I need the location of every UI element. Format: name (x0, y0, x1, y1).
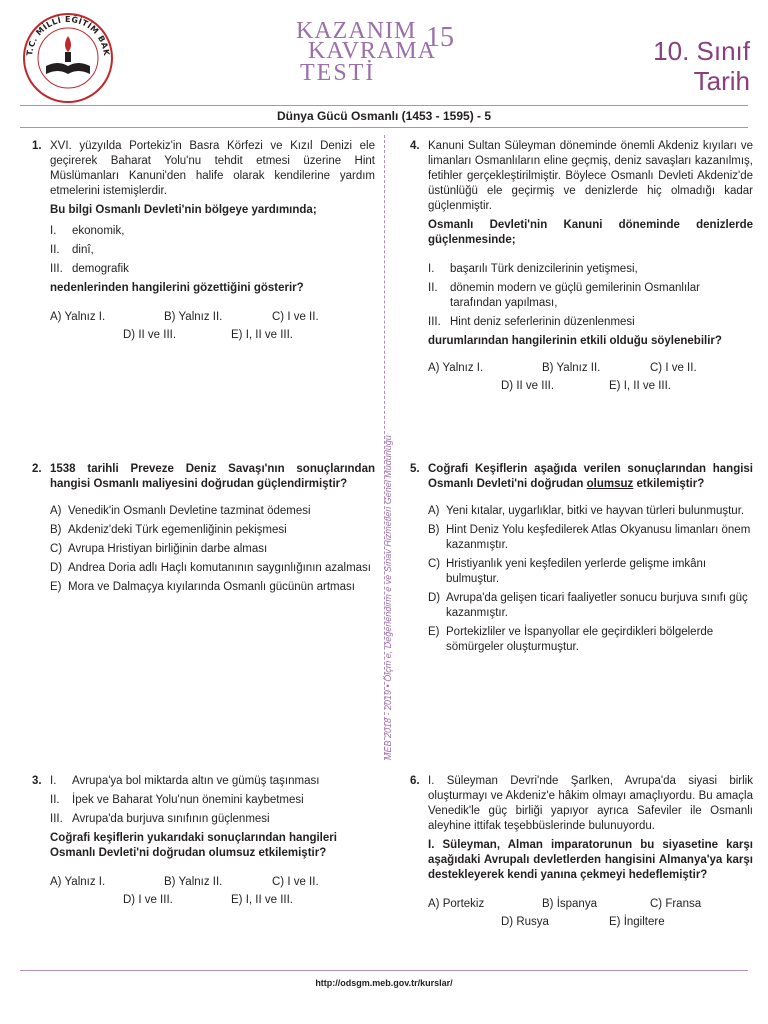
question-ask: durumlarından hangilerinin etkili olduğu söylenebilir? (428, 335, 722, 347)
option-b[interactable]: B) Yalnız II. (542, 362, 601, 374)
title-rule (20, 127, 748, 128)
option-c[interactable]: C) I ve II. (650, 362, 697, 374)
roman-item: II. dinî, (50, 244, 94, 256)
option-b[interactable]: B) Akdeniz'deki Türk egemenliğinin pekişmesi (50, 524, 287, 536)
svg-text:T.C. MİLLİ EĞİTİM BAKANLIĞI: T.C. MİLLİ EĞİTİM BAK (25, 14, 112, 57)
series-line-1: KAZANIM (296, 18, 417, 44)
question-4 (410, 139, 753, 397)
question-stem: Coğrafi keşiflerin yukarıdaki sonuçlarından hangileri Osmanlı Devleti'ni doğrudan olumsuz etkilemiştir? (50, 832, 337, 859)
question-5 (410, 462, 753, 655)
page-title: Dünya Gücü Osmanlı (1453 - 1595) - 5 (276, 109, 492, 123)
option-c[interactable]: C) I ve II. (272, 876, 319, 888)
option-e[interactable]: E) I, II ve III. (609, 380, 671, 392)
option-b[interactable]: B) Yalnız II. (164, 311, 223, 323)
footer-link[interactable]: http://odsgm.meb.gov.tr/kurslar/ (315, 978, 453, 988)
question-number: 4. (410, 140, 420, 152)
question-stem: Bu bilgi Osmanlı Devleti'nin bölgeye yardımında; (50, 204, 317, 216)
answer-row (50, 310, 375, 328)
question-2 (32, 462, 375, 595)
answer-row (428, 361, 753, 379)
option-a[interactable]: A) Yeni kıtalar, uygarlıklar, bitki ve hayvan türleri bulunmuştur. (428, 505, 745, 517)
question-ask: nedenlerinden hangilerini gözettiğini gösterir? (50, 282, 304, 294)
answer-row (428, 915, 753, 933)
option-a[interactable]: A) Portekiz (428, 898, 485, 910)
roman-item: III. demografik (50, 263, 129, 275)
option-a[interactable]: A) Yalnız I. (428, 362, 484, 374)
option-e[interactable]: E) Mora ve Dalmaçya kıyılarında Osmanlı gücünün artması (50, 581, 355, 593)
option-d[interactable]: D) Avrupa'da gelişen ticari faaliyetler sonucu burjuva sınıfı güç kazanmıştır. (428, 592, 748, 619)
question-text: Kanuni Sultan Süleyman döneminde önemli Akdeniz kıyıları ve limanları Osmanlıların eline geçmiş, deniz savaşları kazanılmış, fetihler gerçekleştirilmiştir. Böylece Osmanlı Devleti Akdeniz'de üstünlüğü ele geçirmiş ve denizlerde hiç olmadığı kadar güçlenmiştir. (428, 140, 753, 212)
roman-item: II. dönemin modern ve güçlü gemilerinin Osmanlılar tarafından yapılması, (428, 282, 700, 309)
question-1 (32, 139, 375, 346)
option-a[interactable]: A) Yalnız I. (50, 311, 106, 323)
option-e[interactable]: E) İngiltere (609, 916, 665, 928)
series-number: 15 (426, 22, 454, 53)
grade-subject (653, 36, 750, 96)
option-c[interactable]: C) Avrupa Hristiyan birliğinin darbe alması (50, 543, 268, 555)
option-b[interactable]: B) Hint Deniz Yolu keşfedilerek Atlas Okyanusu limanları önem kazanmıştır. (428, 524, 751, 551)
question-number: 2. (32, 463, 42, 475)
underlined-word: olumsuz (586, 478, 634, 490)
roman-item: III. Avrupa'da burjuva sınıfının güçlenmesi (50, 813, 270, 825)
roman-item: I. başarılı Türk denizcilerinin yetişmesi, (428, 263, 638, 275)
grade-label: 10. Sınıf (653, 36, 750, 66)
option-d[interactable]: D) II ve III. (123, 329, 177, 341)
question-stem: Osmanlı Devleti'nin Kanuni döneminde denizlerde güçlenmesinde; (428, 219, 753, 246)
question-6 (410, 774, 753, 933)
subject-label: Tarih (693, 66, 750, 96)
question-text: I. Süleyman Devri'nde Şarlken, Avrupa'da siyasi birlik oluşturmayı ve Akdeniz'e hâkim olmayı amaçlıyordu. Bu amaçla Venedik'le güç birliği yapıyor ayrıca Safeviler ile Osmanlı aleyhine ittifak teşebbüslerinde bulunuyordu. (428, 775, 753, 832)
answer-row (428, 379, 753, 397)
question-stem: Coğrafi Keşiflerin aşağıda verilen sonuçlarından hangisi Osmanlı Devleti'ni doğrudan olumsuz etkilemiştir? (428, 463, 753, 490)
answer-row (50, 328, 375, 346)
option-a[interactable]: A) Yalnız I. (50, 876, 106, 888)
side-caption: MEB 2018 - 2019 • Ölçm e, Değerlendirm e ve Sınav Hizmetleri Genel Müdürlüğü (383, 435, 393, 760)
roman-item: I. ekonomik, (50, 225, 125, 237)
series-title (296, 18, 496, 88)
option-d[interactable]: D) II ve III. (501, 380, 555, 392)
option-a[interactable]: A) Venedik'in Osmanlı Devletine tazminat ödemesi (50, 505, 311, 517)
option-b[interactable]: B) İspanya (542, 898, 597, 910)
question-stem: 1538 tarihli Preveze Deniz Savaşı'nın sonuçlarından hangisi Osmanlı maliyesini doğrudan güçlendirmiştir? (50, 463, 375, 490)
option-c[interactable]: C) Hristiyanlık yeni keşfedilen yerlerde gelişme imkânı bulmuştur. (428, 558, 707, 585)
question-number: 6. (410, 775, 420, 787)
answer-row (50, 893, 375, 911)
question-number: 3. (32, 775, 42, 787)
option-c[interactable]: C) I ve II. (272, 311, 319, 323)
question-number: 1. (32, 140, 42, 152)
option-e[interactable]: E) I, II ve III. (231, 329, 293, 341)
footer-rule (20, 970, 748, 971)
roman-item: III. Hint deniz seferlerinin düzenlenmesi (428, 316, 635, 328)
option-b[interactable]: B) Yalnız II. (164, 876, 223, 888)
answer-row (428, 897, 753, 915)
option-e[interactable]: E) I, II ve III. (231, 894, 293, 906)
roman-item: I. Avrupa'ya bol miktarda altın ve gümüş taşınması (50, 775, 320, 787)
question-stem: I. Süleyman, Alman imparatorunun bu siyasetine karşı aşağıdaki Avrupalı devletlerden hangisini Almanya'ya karşı destekleyerek kendi yanına çekmeyi hedeflemiştir? (428, 839, 753, 881)
header-rule (20, 105, 748, 106)
series-line-3: TESTİ (300, 60, 376, 86)
ministry-logo (18, 8, 118, 108)
question-3 (32, 774, 375, 911)
option-d[interactable]: D) I ve III. (123, 894, 173, 906)
option-d[interactable]: D) Andrea Doria adlı Haçlı komutanının saygınlığının azalması (50, 562, 371, 574)
series-line-2: KAVRAMA (308, 38, 436, 64)
roman-item: II. İpek ve Baharat Yolu'nun önemini kaybetmesi (50, 794, 304, 806)
option-d[interactable]: D) Rusya (501, 916, 549, 928)
answer-row (50, 875, 375, 893)
option-e[interactable]: E) Portekizliler ve İspanyollar ele geçirdikleri bölgelerde sömürgeler oluşturmuştur. (428, 626, 714, 653)
question-number: 5. (410, 463, 420, 475)
question-text: XVI. yüzyılda Portekiz'in Basra Körfezi ve Kızıl Denizi ele geçirerek Baharat Yolu'nu tehdit etmesi üzerine Hint Müslümanları Kanuni'den halife olarak kendilerine yardım etmelerini istemişlerdir. (50, 140, 375, 197)
option-c[interactable]: C) Fransa (650, 898, 702, 910)
